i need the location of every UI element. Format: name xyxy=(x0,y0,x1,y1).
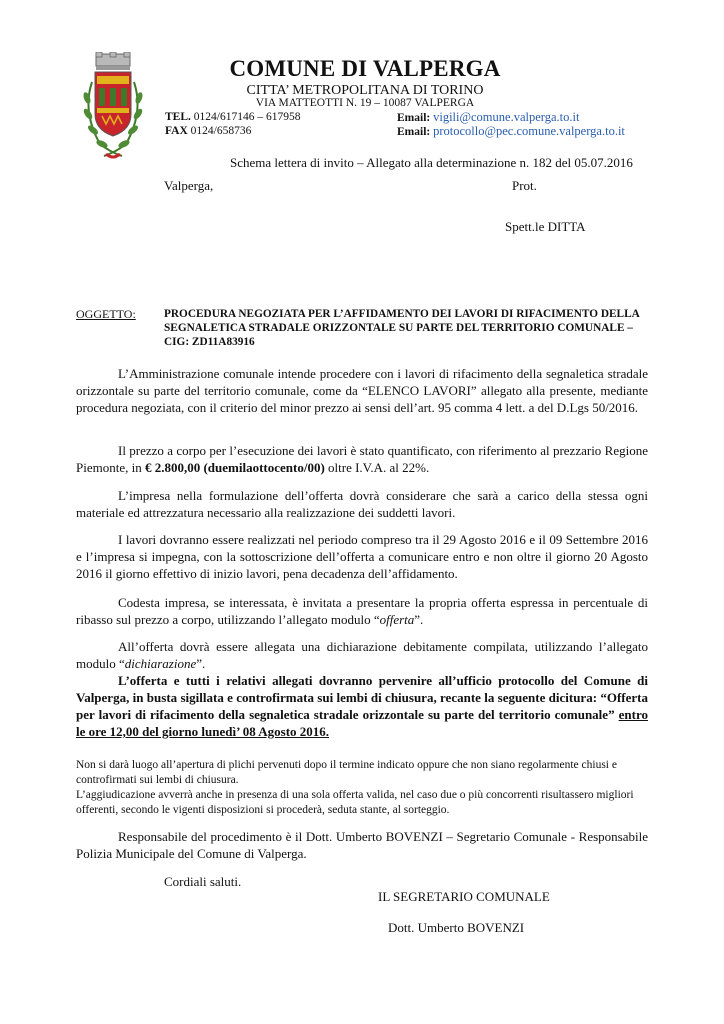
subject-label: OGGETTO: xyxy=(76,307,136,321)
paragraph-materials xyxy=(76,487,648,521)
note-late-envelopes: Non si darà luogo all’apertura di plichi pervenuti dopo il termine indicato oppure che non siano regolarmente chiusi e controfirmati sui lembi di chiusura. xyxy=(76,759,617,786)
email-label-1: Email: xyxy=(397,112,431,124)
place-date: Valperga, xyxy=(164,178,214,193)
fax-label: FAX xyxy=(165,125,188,137)
fax-line xyxy=(165,125,251,137)
paragraph-responsible-text: Responsabile del procedimento è il Dott. Umberto BOVENZI – Segretario Comunale - Responsabile Polizia Municipale del Comune di Valperga. xyxy=(76,829,648,861)
declaration-text-c: ”. xyxy=(196,656,206,671)
email-link-protocollo[interactable]: protocollo@pec.comune.valperga.to.it xyxy=(433,124,625,138)
email-link-vigili[interactable]: vigili@comune.valperga.to.it xyxy=(433,110,580,124)
subject-text: PROCEDURA NEGOZIATA PER L’AFFIDAMENTO DEI LAVORI DI RIFACIMENTO DELLA SEGNALETICA STRADALE ORIZZONTALE SU PARTE DEL TERRITORIO COMUNALE – CIG: ZD11A83916 xyxy=(164,308,640,348)
paragraph-intro xyxy=(76,365,648,416)
municipal-crest-icon xyxy=(80,52,146,164)
tel-label: TEL. xyxy=(165,111,191,123)
price-text-c: oltre I.V.A. al 22%. xyxy=(324,460,430,475)
tel-value: 0124/617146 – 617958 xyxy=(193,111,301,123)
declaration-module-name: dichiarazione xyxy=(124,656,197,671)
signer-title: IL SEGRETARIO COMUNALE xyxy=(378,889,550,904)
deadline-text: L’offerta e tutti i relativi allegati dovranno pervenire all’ufficio protocollo del Comune di Valperga, in busta sigillata e controfirmata sui lembi di chiusura, recante la seguente dicitura: “Offerta per lavori di rifacimento della segnaletica stradale orizzontale su parte del territorio comunale” xyxy=(76,673,648,722)
telephone-line xyxy=(165,111,300,123)
page-title: COMUNE DI VALPERGA xyxy=(229,56,501,81)
deadline-date: entro le ore 12,00 del giorno lunedì’ 08 Agosto 2016. xyxy=(76,707,648,739)
paragraph-responsible xyxy=(76,828,648,862)
schema-note: Schema lettera di invito – Allegato alla determinazione n. 182 del 05.07.2016 xyxy=(230,155,633,170)
closing-greeting: Cordiali saluti. xyxy=(164,874,242,889)
recipient: Spett.le DITTA xyxy=(505,219,586,234)
paragraph-materials-text: L’impresa nella formulazione dell’offerta dovrà considerare che sarà a carico della stessa ogni materiale ed attrezzatura necessario alla realizzazione dei suddetti lavori. xyxy=(76,488,648,520)
declaration-text-a: All’offerta dovrà essere allegata una dichiarazione debitamente compilata, utilizzando l’allegato modulo “ xyxy=(76,639,648,671)
subtitle: CITTA’ METROPOLITANA DI TORINO xyxy=(246,83,484,98)
offer-text-c: ”. xyxy=(414,612,424,627)
protocol-number: Prot. xyxy=(512,178,537,193)
paragraph-price xyxy=(76,442,648,476)
paragraph-offer xyxy=(76,594,648,628)
note-award: L’aggiudicazione avverrà anche in presenza di una sola offerta valida, nel caso due o più concorrenti risultassero migliori offerenti, secondo le vigenti disposizioni si procederà, seduta stante, al sorteggio. xyxy=(76,789,634,816)
paragraph-deadline xyxy=(76,672,648,740)
address: VIA MATTEOTTI N. 19 – 10087 VALPERGA xyxy=(255,97,475,109)
price-amount: € 2.800,00 (duemilaottocento/00) xyxy=(144,460,325,475)
paragraph-schedule-text: I lavori dovranno essere realizzati nel periodo compreso tra il 29 Agosto 2016 e il 09 Settembre 2016 e l’impresa si impegna, con la sottoscrizione dell’offerta a comunicare entro e non oltre il giorno 20 Agosto 2016 il giorno effettivo di inizio lavori, pena decadenza dell’affidamento. xyxy=(76,532,648,581)
fax-value: 0124/658736 xyxy=(190,125,252,137)
email-label-2: Email: xyxy=(397,126,431,138)
paragraph-declaration xyxy=(76,638,648,672)
price-text-a: Il prezzo a corpo per l’esecuzione dei lavori è stato quantificato, con riferimento al prezzario Regione Piemonte, in xyxy=(76,443,648,475)
email-line-1 xyxy=(397,110,579,125)
offer-text-a: Codesta impresa, se interessata, è invitata a presentare la propria offerta espressa in percentuale di ribasso sul prezzo a corpo, utilizzando l’allegato modulo “ xyxy=(76,595,648,627)
email-line-2 xyxy=(397,124,625,139)
paragraph-intro-text: L’Amministrazione comunale intende procedere con i lavori di rifacimento della segnaletica stradale orizzontale su parte del territorio comunale, come da “ELENCO LAVORI” allegato alla presente, mediante procedura negoziata, con il criterio del minor prezzo ai sensi dell’art. 95 comma 4 lett. a del D.Lgs 50/2016. xyxy=(76,366,648,415)
offer-module-name: offerta xyxy=(379,612,415,627)
signer-name: Dott. Umberto BOVENZI xyxy=(388,920,525,935)
paragraph-schedule xyxy=(76,531,648,582)
